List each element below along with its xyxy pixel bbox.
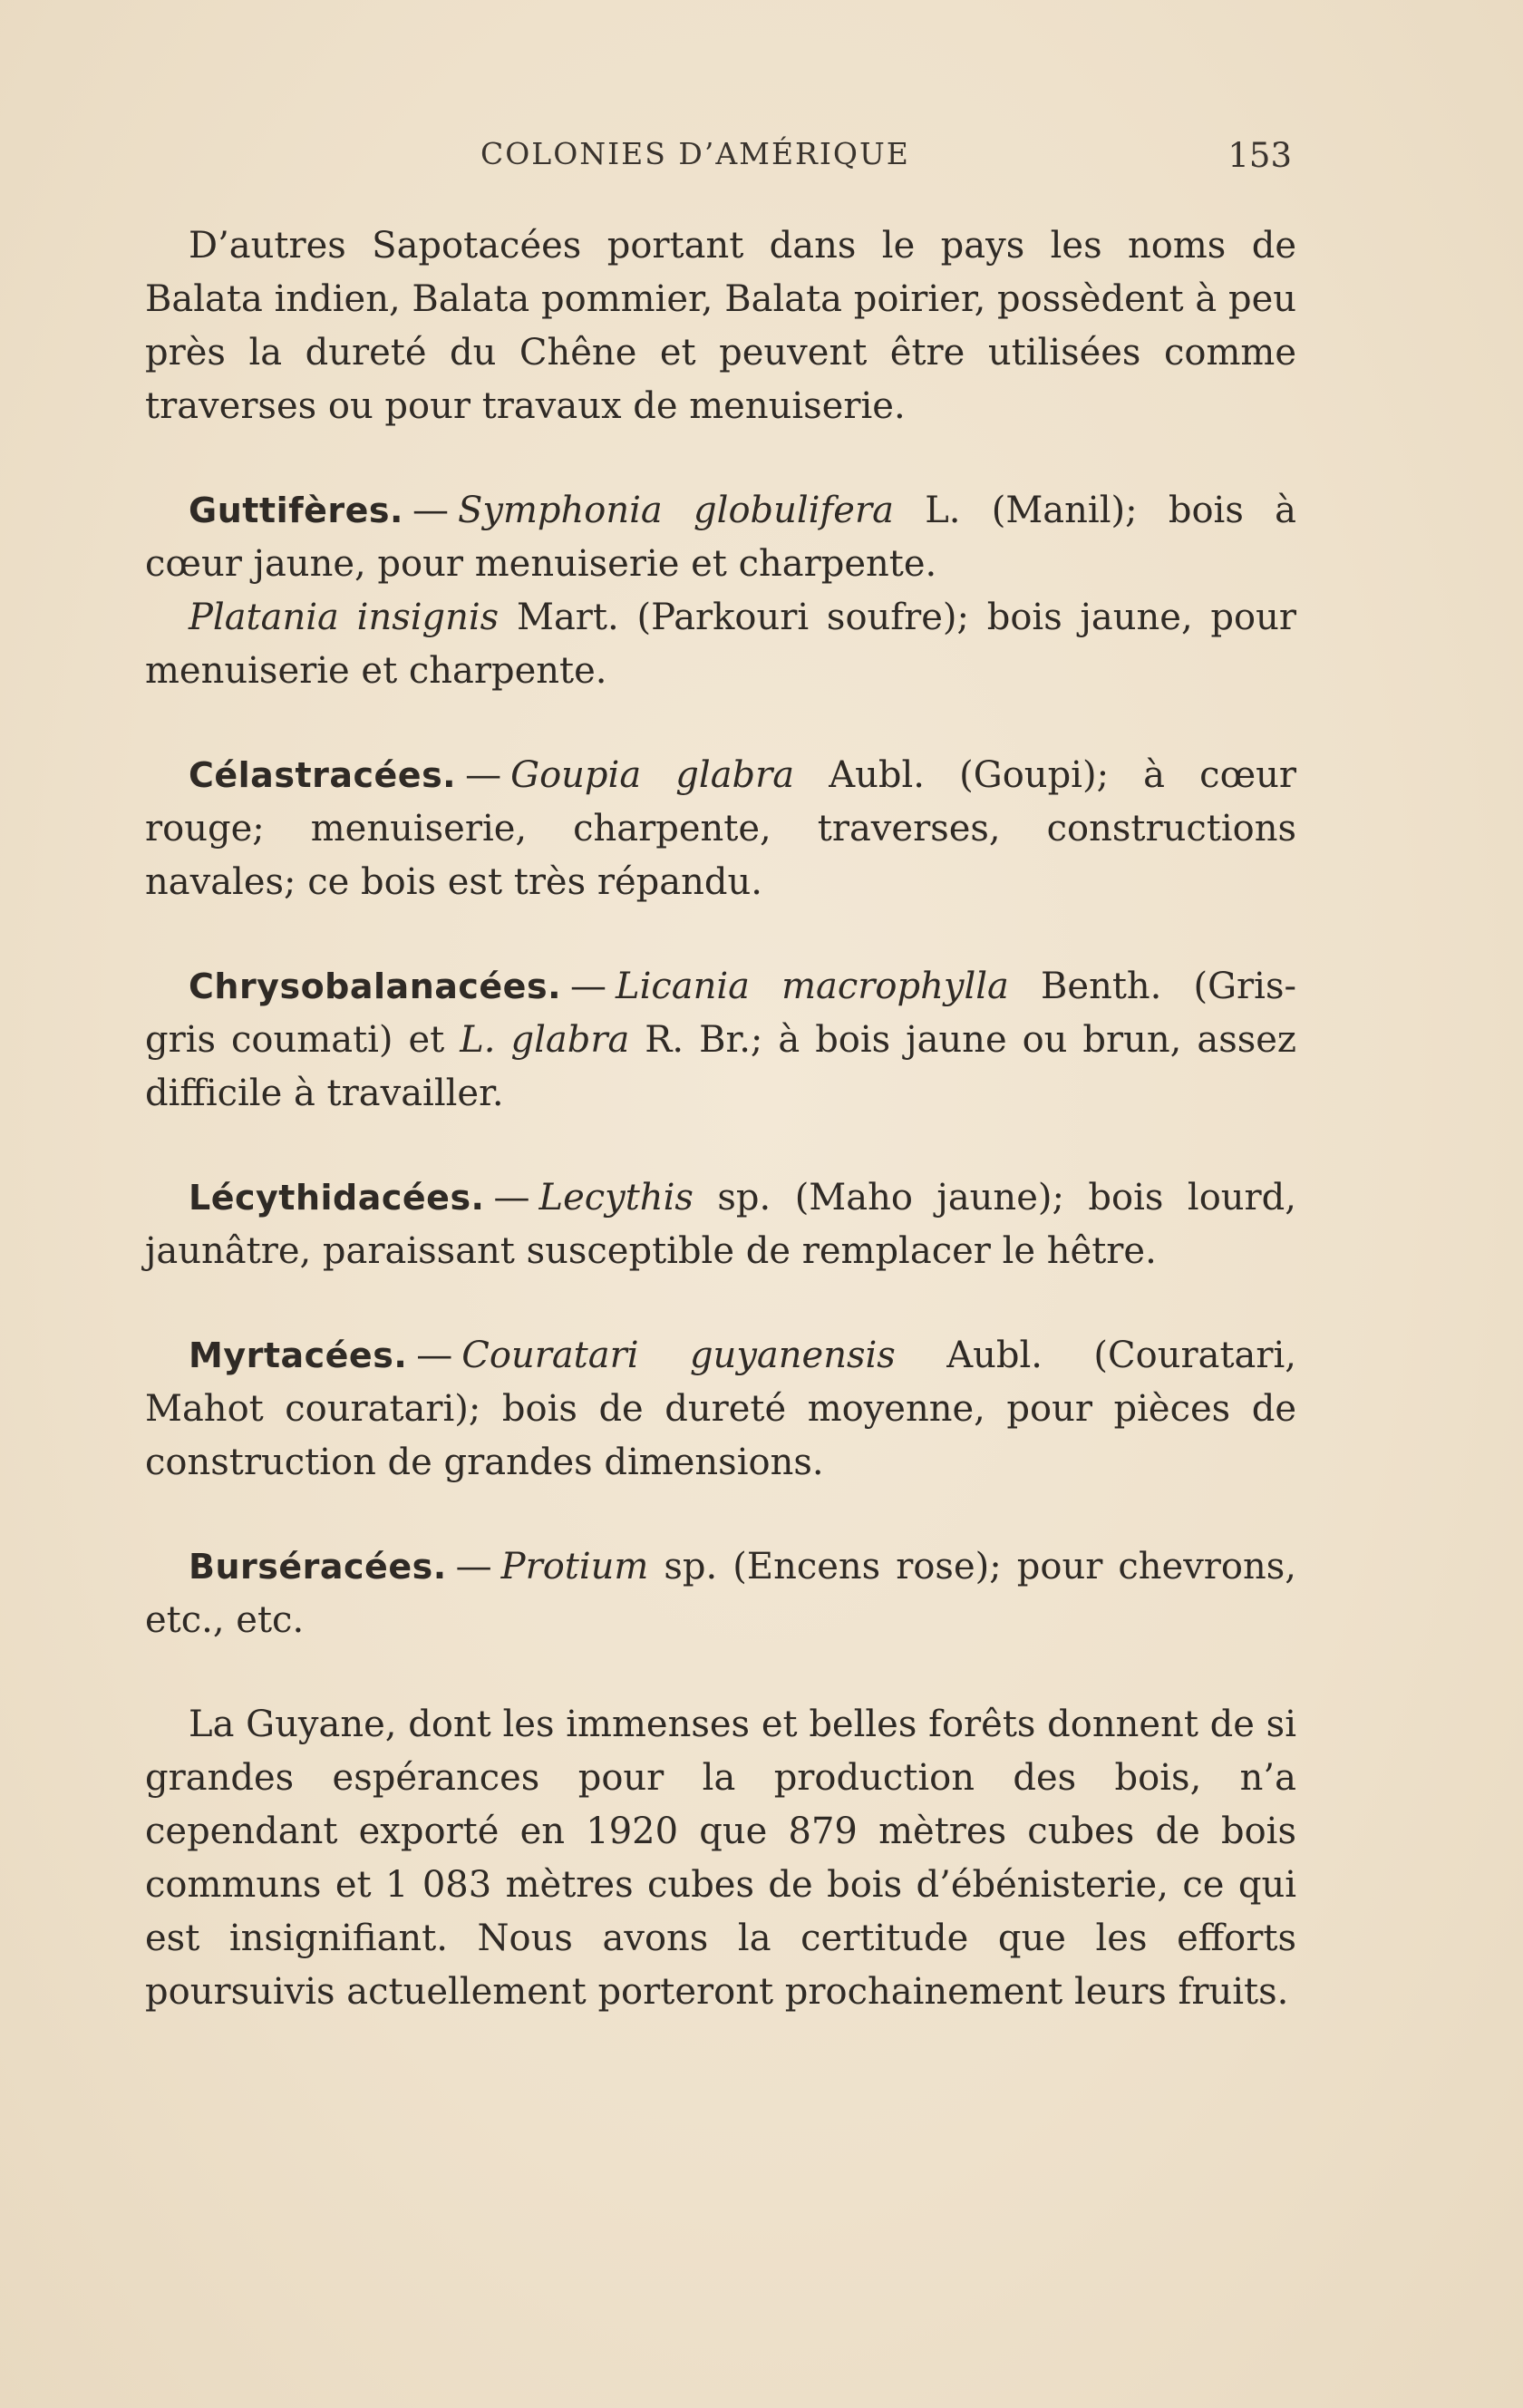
page-header bbox=[145, 136, 1292, 181]
conclusion-paragraph: La Guyane, dont les immenses et belles forêts donnent de si grandes espérances pour la production des bois, n’a cependant exporté en 1920 que 879 mètres cubes de bois communs et 1 083 mètres cubes de bois d’ébénisterie, ce qui est insignifiant. Nous avons la certitude que les efforts poursuivis actuellement porteront prochainement leurs fruits. bbox=[145, 1704, 1296, 2013]
family-name: Myrtacées. bbox=[189, 1335, 408, 1375]
entry-guttiferes bbox=[145, 484, 1296, 591]
dash: — bbox=[465, 754, 502, 796]
entry-text-b: R. Br.; à bois jaune ou brun, assez difficile à travailler. bbox=[145, 1019, 1297, 1114]
dash: — bbox=[416, 1335, 453, 1376]
entry-text: Aubl. (Goupi); à cœur rouge; menuiserie, charpente, traverses, constructions navales; ce bois est très répandu. bbox=[145, 754, 1296, 903]
intro-paragraph: D’autres Sapotacées portant dans le pays les noms de Balata indien, Balata pommier, Balata poirier, possèdent à peu près la dureté du Chêne et peuvent être utilisées comme traverses ou pour travaux de menuiserie. bbox=[145, 225, 1296, 427]
species-name: Couratari guyanensis bbox=[461, 1335, 896, 1376]
dash: — bbox=[570, 966, 607, 1007]
entry-text: sp. (Maho jaune); bois lourd, jaunâtre, paraissant susceptible de remplacer le hêtre. bbox=[145, 1177, 1296, 1272]
entry-lecythidacees bbox=[145, 1171, 1296, 1278]
species-name: Protium bbox=[500, 1546, 649, 1588]
family-name: Célastracées. bbox=[189, 755, 457, 795]
species-name: Goupia glabra bbox=[510, 754, 795, 796]
entry-myrtacees bbox=[145, 1329, 1296, 1490]
entry-chrysobalanacees bbox=[145, 960, 1296, 1121]
species-name: Platania insignis bbox=[189, 597, 500, 638]
family-name: Lécythidacées. bbox=[189, 1178, 485, 1218]
entry-celastracees bbox=[145, 749, 1296, 909]
species-name: Licania macrophylla bbox=[616, 966, 1009, 1007]
entry-text: Mart. (Parkouri soufre); bois jaune, pour menuiserie et charpente. bbox=[145, 597, 1297, 692]
family-name: Burséracées. bbox=[189, 1547, 447, 1587]
entry-burseracees bbox=[145, 1540, 1296, 1647]
entry-text: Aubl. (Couratari, Mahot couratari); bois de dureté moyenne, pour pièces de construction de grandes dimensions. bbox=[145, 1335, 1297, 1483]
body-text bbox=[145, 219, 1296, 2019]
family-name: Chrysobalanacées. bbox=[189, 966, 562, 1006]
dash: — bbox=[412, 490, 449, 531]
entry-text: L. (Manil); bois à cœur jaune, pour menuiserie et charpente. bbox=[145, 490, 1296, 585]
entry-text: Benth. (Gris-gris coumati) et bbox=[145, 966, 1296, 1061]
entry-guttiferes-sub bbox=[145, 591, 1296, 698]
page-number: 153 bbox=[1227, 136, 1292, 175]
species-name: Lecythis bbox=[538, 1177, 694, 1219]
family-name: Guttifères. bbox=[189, 490, 403, 530]
dash: — bbox=[455, 1546, 492, 1588]
running-title: COLONIES D’AMÉRIQUE bbox=[480, 136, 910, 171]
species-name: Symphonia globulifera bbox=[457, 490, 894, 531]
species-name-b: L. glabra bbox=[460, 1019, 630, 1061]
dash: — bbox=[493, 1177, 530, 1219]
entry-text: sp. (Encens rose); pour chevrons, etc., etc. bbox=[145, 1546, 1296, 1641]
